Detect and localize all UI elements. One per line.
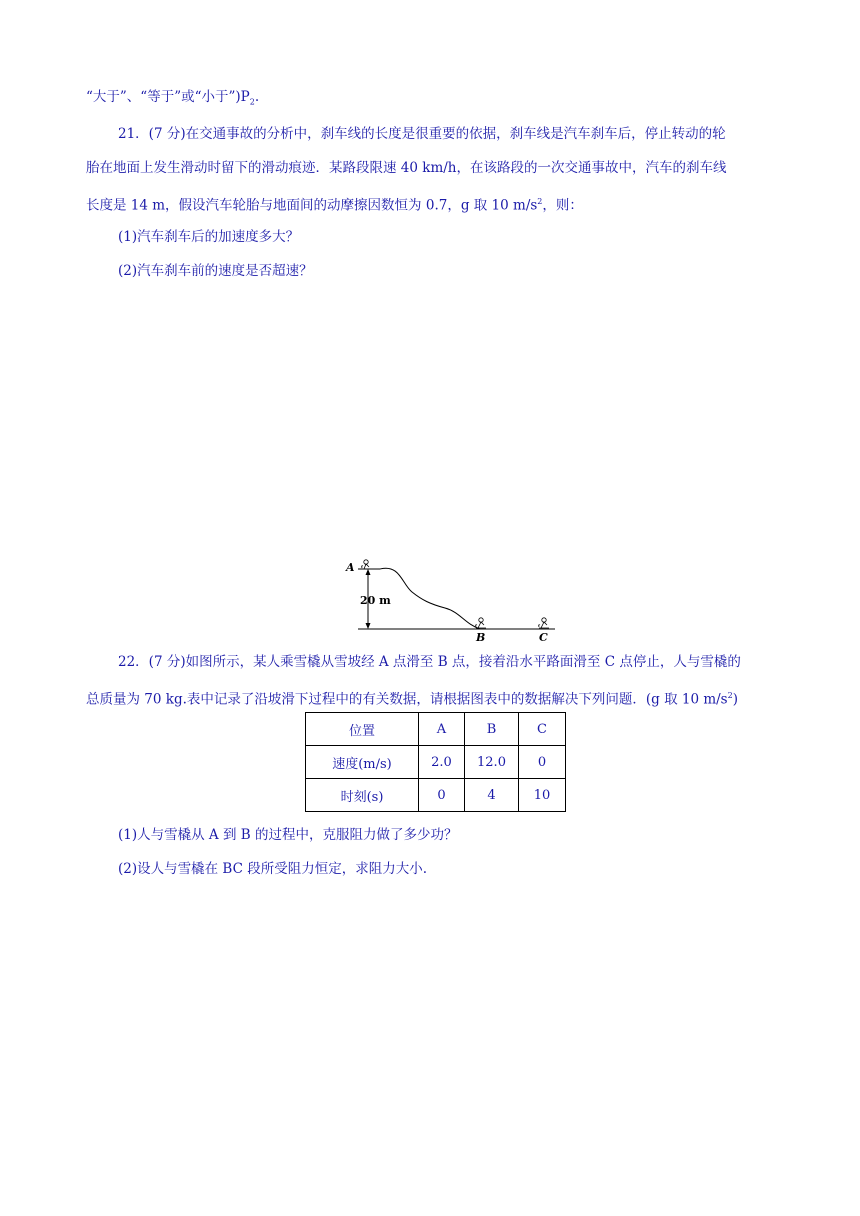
q21-subquestion-2: (2)汽车刹车前的速度是否超速？	[118, 263, 313, 279]
table-cell: 2.0	[419, 746, 465, 779]
table-cell: 0	[419, 779, 465, 812]
arrow-head-down	[366, 623, 371, 629]
table-header-row	[306, 713, 566, 746]
ski-slope-diagram	[340, 556, 570, 646]
superscript: 2	[727, 691, 733, 700]
table-header-cell: 位置	[306, 713, 419, 746]
q22-line-1: 22．(7 分)如图所示，某人乘雪橇从雪坡经 A 点滑至 B 点，接着沿水平路面滑至 C 点停止，人与雪橇的	[118, 654, 741, 670]
table-header-cell: B	[465, 713, 519, 746]
label-c: C	[539, 631, 548, 644]
q21-line-1: 21．(7 分)在交通事故的分析中，刹车线的长度是很重要的依据，刹车线是汽车刹车后，停止转动的轮	[118, 126, 726, 142]
table-cell: 0	[519, 746, 566, 779]
sled-icon-a	[362, 560, 370, 569]
table-cell: 4	[465, 779, 519, 812]
sled-icon-b	[476, 618, 486, 628]
superscript: 2	[537, 197, 543, 206]
motion-data-table	[305, 712, 566, 812]
label-a: A	[346, 561, 355, 574]
subscript: 2	[249, 97, 255, 107]
table-header-cell: A	[419, 713, 465, 746]
slope-curve	[380, 568, 480, 629]
q21-line-3-text: 长度是 14 m，假设汽车轮胎与地面间的动摩擦因数恒为 0.7，g 取 10 m/s	[86, 197, 538, 214]
table-cell: 速度(m/s)	[306, 746, 419, 779]
label-b: B	[476, 631, 486, 644]
previous-question-text: “大于”、“等于”或“小于”)P	[86, 89, 250, 105]
previous-question-tail	[86, 88, 259, 112]
q22-subquestion-1: (1)人与雪橇从 A 到 B 的过程中，克服阻力做了多少功？	[118, 827, 458, 843]
ski-slope-figure	[340, 556, 570, 650]
q22-line-2-text: 总质量为 70 kg.表中记录了沿坡滑下过程中的有关数据，请根据图表中的数据解决下列问题．(g 取 10 m/s	[86, 691, 728, 708]
sled-icon-c	[539, 618, 549, 628]
q21-line-2: 胎在地面上发生滑动时留下的滑动痕迹．某路段限速 40 km/h，在该路段的一次交通事故中，汽车的刹车线	[86, 160, 727, 176]
arrow-head-up	[366, 569, 371, 575]
q21-subquestion-1: (1)汽车刹车后的加速度多大？	[118, 229, 300, 245]
table-cell: 12.0	[465, 746, 519, 779]
q21-line-3	[86, 193, 583, 215]
table-row	[306, 746, 566, 779]
q21-line-3-end: ，则：	[542, 197, 583, 214]
q22-subquestion-2: (2)设人与雪橇在 BC 段所受阻力恒定，求阻力大小.	[118, 861, 427, 877]
table-cell: 10	[519, 779, 566, 812]
q22-line-2	[86, 687, 738, 709]
table-header-cell: C	[519, 713, 566, 746]
table-row	[306, 779, 566, 812]
line-end: .	[254, 89, 260, 105]
table-cell: 时刻(s)	[306, 779, 419, 812]
height-label: 20 m	[360, 594, 391, 607]
q22-line-2-end: )	[732, 691, 738, 708]
